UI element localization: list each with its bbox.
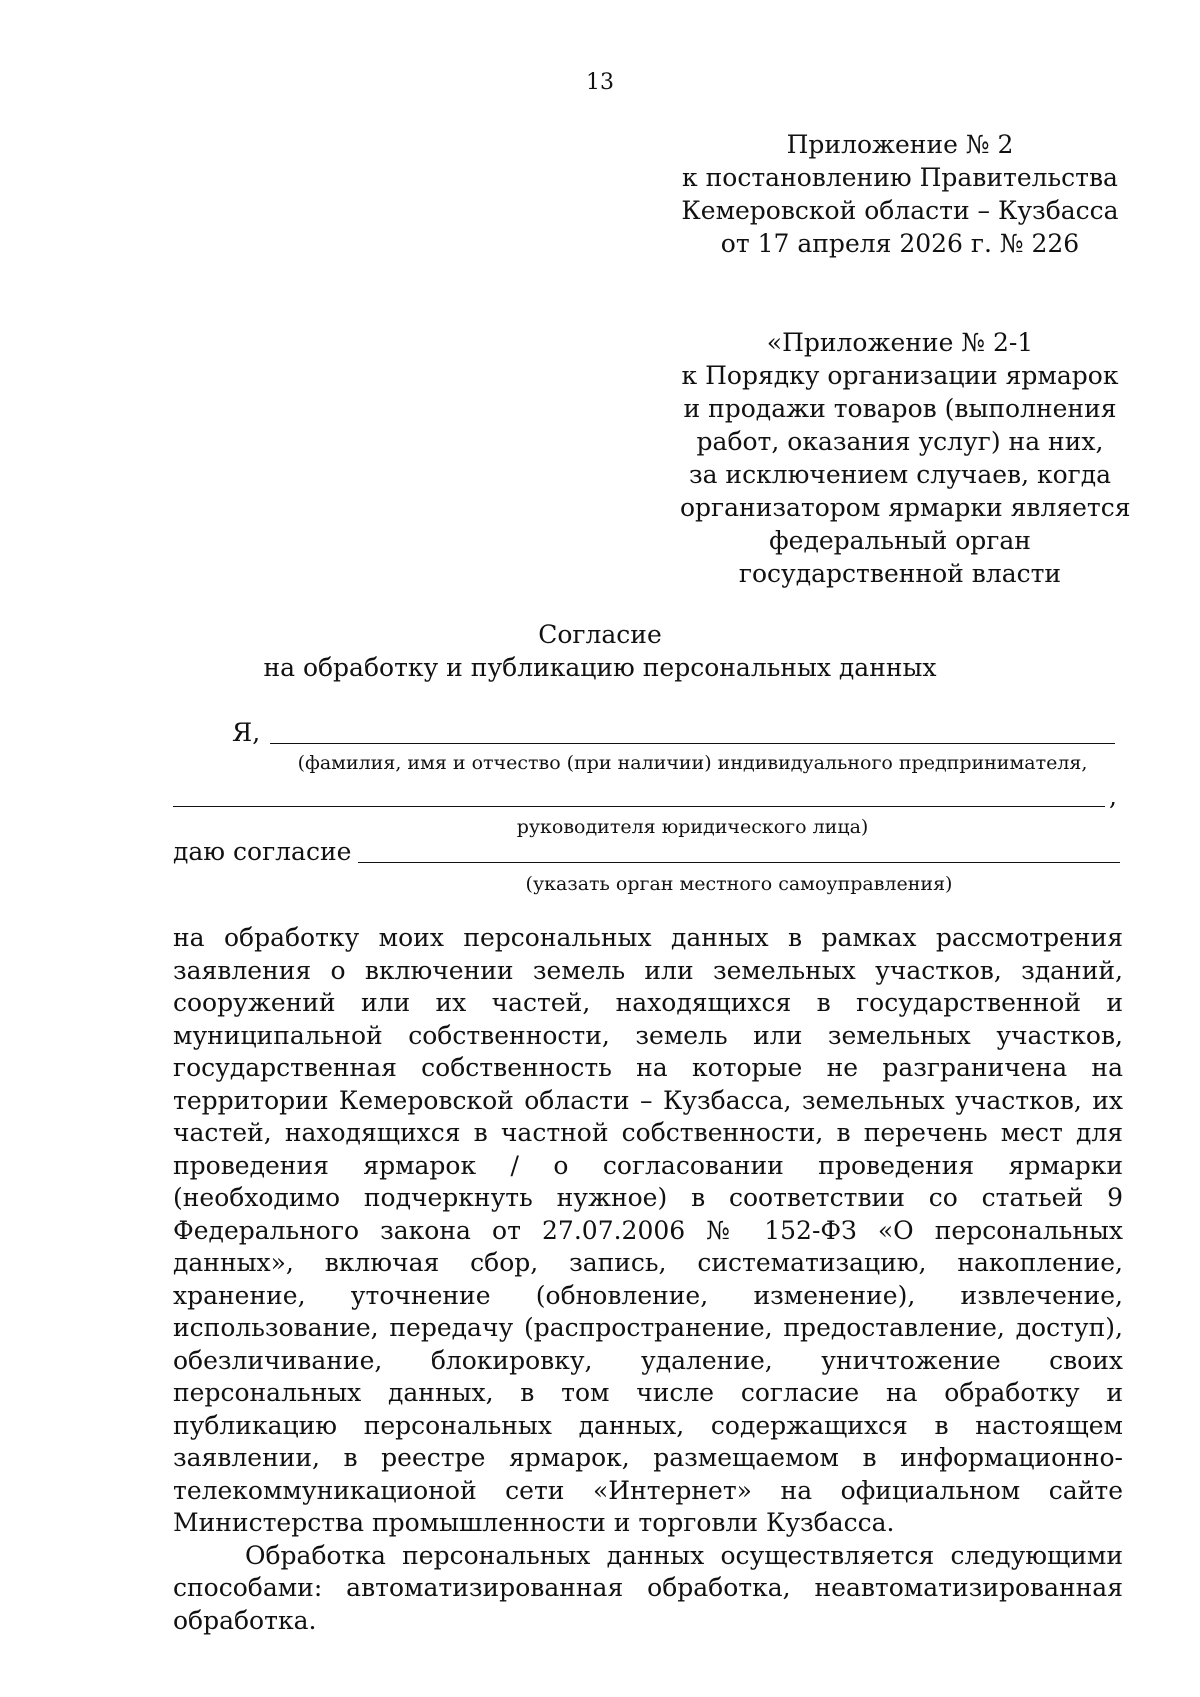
line-comma: , — [1109, 782, 1117, 811]
sub-appendix-line: за исключением случаев, когда — [688, 460, 1112, 489]
organ-caption: (указать орган местного самоуправления) — [525, 873, 953, 895]
page-number: 13 — [586, 70, 614, 95]
sub-appendix-line: и продажи товаров (выполнения — [683, 394, 1117, 423]
sub-appendix-line: государственной власти — [738, 559, 1062, 588]
sub-appendix-line: «Приложение № 2-1 — [766, 328, 1034, 357]
sub-appendix-line: организатором ярмарки является — [680, 493, 1131, 522]
i-label: Я, — [232, 718, 261, 747]
name-caption: (фамилия, имя и отчество (при наличии) индивидуального предпринимателя, — [297, 752, 1088, 774]
head-caption: руководителя юридического лица) — [516, 816, 869, 838]
appendix-header-line: Приложение № 2 — [786, 130, 1014, 159]
name-fill-line[interactable] — [270, 743, 1115, 744]
document-title — [0, 618, 1200, 684]
appendix-header-line: от 17 апреля 2026 г. № 226 — [720, 229, 1080, 258]
sub-appendix-line: работ, оказания услуг) на них, — [696, 427, 1104, 456]
processing-methods-paragraph: Обработка персональных данных осуществляется следующими способами: автоматизированная обработка, неавтоматизированная обработка. — [173, 1540, 1123, 1635]
sub-appendix-line: федеральный орган — [769, 526, 1031, 555]
document-title-main: Согласие — [538, 620, 662, 649]
consent-body — [173, 922, 1123, 1637]
consent-label: даю согласие — [173, 837, 352, 866]
sub-appendix-header — [680, 326, 1131, 590]
appendix-header — [680, 128, 1120, 260]
organ-fill-line[interactable] — [358, 862, 1120, 863]
document-title-subtitle: на обработку и публикацию персональных данных — [263, 653, 937, 682]
appendix-header-line: к постановлению Правительства — [682, 163, 1118, 192]
consent-paragraph: на обработку моих персональных данных в рамках рассмотрения заявления о включении земель или земельных участков, зданий, сооружений или их частей, находящихся в государственной и муниципальной собственности, земель или земельных участков, государственная собственность на которые не разграничена на территории Кемеровской области – Кузбасса, земельных участков, их частей, находящихся в частной собственности, в перечень мест для проведения ярмарок / о согласовании проведения ярмарки (необходимо подчеркнуть нужное) в соответствии со статьей 9 Федерального закона от 27.07.2006 № 152-ФЗ «О персональных данных», включая сбор, запись, систематизацию, накопление, хранение, уточнение (обновление, изменение), извлечение, использование, передачу (распространение, предоставление, доступ), обезличивание, блокировку, удаление, уничтожение своих персональных данных, в том числе согласие на обработку и публикацию персональных данных, содержащихся в настоящем заявлении, в реестре ярмарок, размещаемом в информационно-телекоммуникационой сети «Интернет» на официальном сайте Министерства промышленности и торговли Кузбасса. — [173, 923, 1123, 1537]
appendix-header-line: Кемеровской области – Кузбасса — [681, 196, 1119, 225]
sub-appendix-line: к Порядку организации ярмарок — [681, 361, 1119, 390]
name-continuation-line[interactable] — [173, 806, 1105, 807]
